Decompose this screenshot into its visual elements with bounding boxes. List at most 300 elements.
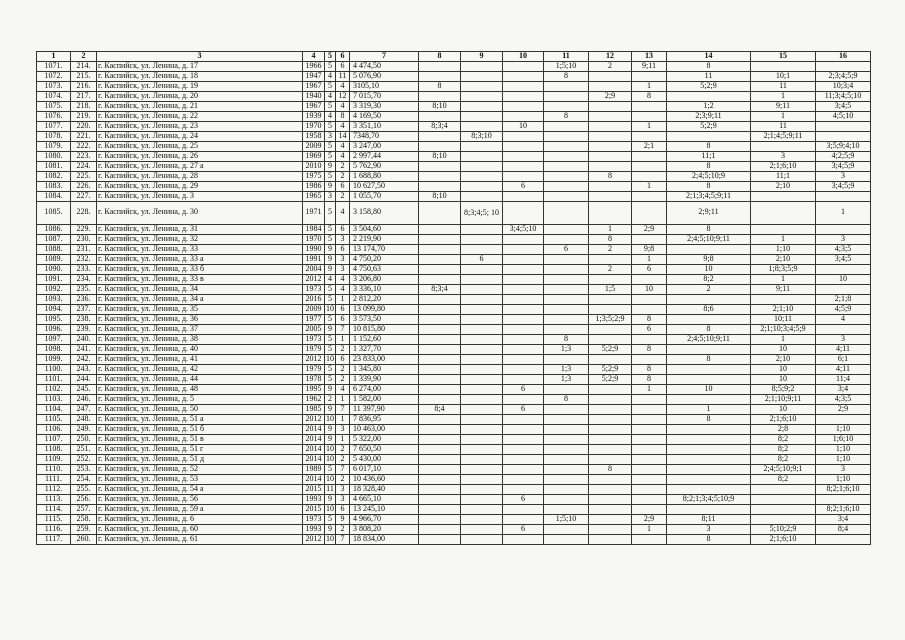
cell-col-4: 1984 xyxy=(303,224,325,234)
cell-col-15 xyxy=(751,494,816,504)
cell-col-6: 6 xyxy=(336,504,350,514)
cell-col-3: г. Каспийск, ул. Ленина, д. 5 xyxy=(97,394,303,404)
cell-col-14: 2;4;5;10;9;11 xyxy=(667,334,751,344)
cell-col-7: 5 322,00 xyxy=(350,434,419,444)
cell-col-6: 14 xyxy=(336,131,350,141)
cell-col-9 xyxy=(461,464,503,474)
cell-col-3: г. Каспийск, ул. Ленина, д. 40 xyxy=(97,344,303,354)
table-row xyxy=(37,141,871,151)
cell-col-11 xyxy=(544,354,589,364)
cell-col-11 xyxy=(544,121,589,131)
cell-col-5: 5 xyxy=(325,314,336,324)
cell-col-5: 10 xyxy=(326,454,334,463)
cell-col-2: 236. xyxy=(71,294,97,304)
cell-col-13: 1 xyxy=(632,384,667,394)
cell-col-2: 255. xyxy=(71,484,97,494)
cell-col-4: 1969 xyxy=(303,151,325,161)
cell-col-1: 1102. xyxy=(37,384,71,394)
cell-col-12 xyxy=(589,324,632,334)
cell-col-16: 1;10 xyxy=(816,454,871,464)
cell-col-3: г. Каспийск, ул. Ленина, д. 59 а xyxy=(97,504,303,514)
cell-col-1: 1079. xyxy=(37,141,71,151)
cell-col-2: 221. xyxy=(71,131,97,141)
cell-col-3: г. Каспийск, ул. Ленина, д. 34 xyxy=(97,284,303,294)
cell-col-3: г. Каспийск, ул. Ленина, д. 22 xyxy=(97,111,303,121)
cell-col-2: 259. xyxy=(71,524,97,534)
column-header: 11 xyxy=(544,52,589,62)
cell-col-6: 7 xyxy=(336,464,350,474)
cell-col-16: 1 xyxy=(816,201,871,224)
cell-col-5: 5 xyxy=(325,101,336,111)
table-row xyxy=(37,514,871,524)
cell-col-2: 248. xyxy=(71,414,97,424)
cell-col-2: 222. xyxy=(71,141,97,151)
cell-col-12 xyxy=(589,304,632,314)
cell-col-3: г. Каспийск, ул. Ленина, д. 50 xyxy=(97,404,303,414)
cell-col-14: 11;1 xyxy=(667,151,751,161)
table-row xyxy=(37,454,871,464)
cell-col-16: 4;5;9 xyxy=(816,304,871,314)
cell-col-4: 2014 xyxy=(303,454,325,464)
cell-col-14: 3 xyxy=(667,524,751,534)
cell-col-13 xyxy=(632,504,667,514)
cell-col-15 xyxy=(751,201,816,224)
cell-col-9 xyxy=(461,304,503,314)
cell-col-15: 5;10;2;9 xyxy=(751,524,816,534)
cell-col-11 xyxy=(544,274,589,284)
table-row xyxy=(37,274,871,284)
cell-col-7: 7 015,70 xyxy=(350,91,419,101)
cell-col-2: 243. xyxy=(71,364,97,374)
cell-col-14: 2;9;11 xyxy=(667,201,751,224)
cell-col-12: 1;5 xyxy=(589,284,632,294)
cell-col-6: 2 xyxy=(336,524,350,534)
cell-col-7: 1 582,00 xyxy=(350,394,419,404)
column-header: 8 xyxy=(419,52,461,62)
cell-col-8 xyxy=(419,484,461,494)
cell-col-2: 229. xyxy=(71,224,97,234)
cell-col-14 xyxy=(667,424,751,434)
cell-col-11 xyxy=(544,201,589,224)
cell-col-4: 2004 xyxy=(303,264,325,274)
cell-col-1: 1112. xyxy=(37,484,71,494)
cell-col-1: 1083. xyxy=(37,181,71,191)
cell-col-8: 8;10 xyxy=(419,101,461,111)
cell-col-5: 4 xyxy=(325,111,336,121)
cell-col-1: 1094. xyxy=(37,304,71,314)
cell-col-8 xyxy=(419,514,461,524)
cell-col-7: 3 573,50 xyxy=(350,314,419,324)
cell-col-16: 3;4;5 xyxy=(816,101,871,111)
cell-col-6: 2 xyxy=(336,344,350,354)
cell-col-3: г. Каспийск, ул. Ленина, д. 34 а xyxy=(97,294,303,304)
cell-col-5: 4 xyxy=(325,71,336,81)
cell-col-16: 3 xyxy=(816,334,871,344)
cell-col-13 xyxy=(632,464,667,474)
cell-col-7: 4 665,10 xyxy=(350,494,419,504)
cell-col-1: 1101. xyxy=(37,374,71,384)
cell-col-9 xyxy=(461,121,503,131)
cell-col-15: 10 xyxy=(751,404,816,414)
cell-col-12: 2 xyxy=(589,244,632,254)
table-row xyxy=(37,181,871,191)
cell-col-11 xyxy=(544,284,589,294)
cell-col-3: г. Каспийск, ул. Ленина, д. 28 xyxy=(97,171,303,181)
cell-col-15: 9;11 xyxy=(751,284,816,294)
cell-col-3: г. Каспийск, ул. Ленина, д. 30 xyxy=(97,201,303,224)
cell-col-13: 1 xyxy=(632,81,667,91)
cell-col-3: г. Каспийск, ул. Ленина, д. 23 xyxy=(97,121,303,131)
cell-col-15: 10;1 xyxy=(751,71,816,81)
cell-col-12 xyxy=(589,404,632,414)
cell-col-1: 1109. xyxy=(37,454,71,464)
cell-col-8 xyxy=(419,454,461,464)
cell-col-10 xyxy=(503,304,544,314)
cell-col-11 xyxy=(544,171,589,181)
cell-col-6: 6 xyxy=(336,224,350,234)
cell-col-16: 2;9 xyxy=(816,404,871,414)
cell-col-15: 8;2 xyxy=(751,454,816,464)
cell-col-6: 9 xyxy=(336,514,350,524)
cell-col-8 xyxy=(419,534,461,544)
cell-col-10 xyxy=(503,81,544,91)
cell-col-5: 3 xyxy=(325,131,336,141)
column-header: 5 xyxy=(325,52,336,62)
cell-col-13 xyxy=(632,131,667,141)
cell-col-8 xyxy=(419,344,461,354)
cell-col-8 xyxy=(419,234,461,244)
cell-col-11 xyxy=(544,484,589,494)
cell-col-4: 2014 xyxy=(303,444,325,454)
cell-col-10 xyxy=(503,151,544,161)
column-header: 6 xyxy=(336,52,350,62)
cell-col-4: 1989 xyxy=(303,464,325,474)
cell-col-11 xyxy=(544,131,589,141)
table-row xyxy=(37,224,871,234)
cell-col-6: 6 xyxy=(336,244,350,254)
cell-col-16: 4;3;5 xyxy=(816,394,871,404)
cell-col-1: 1107. xyxy=(37,434,71,444)
cell-col-12 xyxy=(589,394,632,404)
cell-col-12 xyxy=(589,201,632,224)
cell-col-6: 2 xyxy=(336,191,350,201)
table-row xyxy=(37,424,871,434)
cell-col-5: 5 xyxy=(325,61,336,71)
cell-col-8 xyxy=(419,524,461,534)
cell-col-16: 11;3;4;5;10 xyxy=(816,91,871,101)
cell-col-1: 1078. xyxy=(37,131,71,141)
cell-col-8 xyxy=(419,384,461,394)
cell-col-13 xyxy=(632,334,667,344)
cell-col-2: 228. xyxy=(71,201,97,224)
table-row xyxy=(37,71,871,81)
table-row xyxy=(37,101,871,111)
cell-col-11 xyxy=(544,464,589,474)
cell-col-5: 9 xyxy=(325,494,336,504)
cell-col-5: 3 xyxy=(325,191,336,201)
cell-col-8 xyxy=(419,394,461,404)
cell-col-4: 2015 xyxy=(303,504,325,514)
cell-col-4: 1985 xyxy=(303,404,325,414)
cell-col-13: 2;9 xyxy=(632,224,667,234)
cell-col-3: г. Каспийск, ул. Ленина, д. 54 а xyxy=(97,484,303,494)
cell-col-1: 1080. xyxy=(37,151,71,161)
cell-col-9 xyxy=(461,234,503,244)
cell-col-7: 3 158,80 xyxy=(350,201,419,224)
cell-col-2: 225. xyxy=(71,171,97,181)
table-row xyxy=(37,384,871,394)
cell-col-13 xyxy=(632,151,667,161)
cell-col-7: 4 474,50 xyxy=(350,61,419,71)
cell-col-8: 8;3;4 xyxy=(419,284,461,294)
cell-col-2: 226. xyxy=(71,181,97,191)
cell-col-2: 258. xyxy=(71,514,97,524)
cell-col-8 xyxy=(419,364,461,374)
cell-col-14: 2;1;3;4;5;9;11 xyxy=(667,191,751,201)
cell-col-2: 232. xyxy=(71,254,97,264)
cell-col-6: 2 xyxy=(336,444,350,454)
cell-col-14: 8 xyxy=(667,324,751,334)
cell-col-16: 8;4 xyxy=(816,524,871,534)
cell-col-12 xyxy=(589,504,632,514)
cell-col-4: 1979 xyxy=(303,364,325,374)
cell-col-12: 2 xyxy=(589,61,632,71)
cell-col-8 xyxy=(419,294,461,304)
cell-col-15: 2;1;6;10 xyxy=(751,534,816,544)
cell-col-7: 3 808,20 xyxy=(350,524,419,534)
cell-col-15: 2;10 xyxy=(751,354,816,364)
cell-col-7: 5 076,90 xyxy=(350,71,419,81)
table-row xyxy=(37,254,871,264)
cell-col-3: г. Каспийск, ул. Ленина, д. 32 xyxy=(97,234,303,244)
cell-col-11: 1;3 xyxy=(544,364,589,374)
cell-col-4: 1966 xyxy=(303,61,325,71)
cell-col-4: 2012 xyxy=(303,274,325,284)
cell-col-15: 1 xyxy=(751,274,816,284)
cell-col-5: 5 xyxy=(325,224,336,234)
cell-col-1: 1075. xyxy=(37,101,71,111)
cell-col-8 xyxy=(419,111,461,121)
cell-col-13 xyxy=(632,294,667,304)
cell-col-14: 5;2;9 xyxy=(667,121,751,131)
cell-col-3: г. Каспийск, ул. Ленина, д. 48 xyxy=(97,384,303,394)
cell-col-12 xyxy=(589,444,632,454)
cell-col-13 xyxy=(632,101,667,111)
cell-col-10 xyxy=(503,374,544,384)
cell-col-8 xyxy=(419,464,461,474)
cell-col-15: 1 xyxy=(751,234,816,244)
cell-col-12 xyxy=(589,414,632,424)
cell-col-14: 2;4;5;10;9;11 xyxy=(667,234,751,244)
cell-col-12 xyxy=(589,454,632,464)
cell-col-7: 3 319,30 xyxy=(350,101,419,111)
cell-col-8 xyxy=(419,224,461,234)
cell-col-2: 235. xyxy=(71,284,97,294)
cell-col-15: 2;8 xyxy=(751,424,816,434)
cell-col-10 xyxy=(503,464,544,474)
cell-col-11 xyxy=(544,304,589,314)
cell-col-15: 1 xyxy=(751,334,816,344)
cell-col-3: г. Каспийск, ул. Ленина, д. 51 в xyxy=(97,434,303,444)
cell-col-13: 1 xyxy=(632,254,667,264)
cell-col-4: 2014 xyxy=(303,474,325,484)
cell-col-14: 8 xyxy=(667,61,751,71)
cell-col-16 xyxy=(816,224,871,234)
cell-col-6: 6 xyxy=(336,354,350,364)
cell-col-16: 3;4 xyxy=(816,384,871,394)
cell-col-9 xyxy=(461,151,503,161)
cell-col-9 xyxy=(461,514,503,524)
cell-col-1: 1103. xyxy=(37,394,71,404)
cell-col-15 xyxy=(751,514,816,524)
cell-col-3: г. Каспийск, ул. Ленина, д. 44 xyxy=(97,374,303,384)
cell-col-9: 8;3;4;5; 10 xyxy=(461,201,503,224)
cell-col-11 xyxy=(544,404,589,414)
cell-col-13 xyxy=(632,191,667,201)
cell-col-6: 8 xyxy=(336,111,350,121)
cell-col-2: 230. xyxy=(71,234,97,244)
cell-col-15: 9;11 xyxy=(751,101,816,111)
cell-col-3: г. Каспийск, ул. Ленина, д. 33 в xyxy=(97,274,303,284)
cell-col-3: г. Каспийск, ул. Ленина, д. 17 xyxy=(97,61,303,71)
cell-col-11: 8 xyxy=(544,111,589,121)
column-header: 2 xyxy=(71,52,97,62)
cell-col-1: 1097. xyxy=(37,334,71,344)
cell-col-14 xyxy=(667,504,751,514)
cell-col-4: 2012 xyxy=(303,354,325,364)
cell-col-8 xyxy=(419,304,461,314)
cell-col-12: 5;2;9 xyxy=(589,364,632,374)
cell-col-4: 1958 xyxy=(303,131,325,141)
cell-col-12: 5;2;9 xyxy=(589,374,632,384)
cell-col-10 xyxy=(503,161,544,171)
cell-col-10 xyxy=(503,454,544,464)
cell-col-9 xyxy=(461,524,503,534)
cell-col-16: 4;11 xyxy=(816,364,871,374)
cell-col-1: 1099. xyxy=(37,354,71,364)
cell-col-12: 2 xyxy=(589,264,632,274)
cell-col-8 xyxy=(419,254,461,264)
cell-col-7: 1 055,70 xyxy=(350,191,419,201)
cell-col-12 xyxy=(589,151,632,161)
cell-col-2: 218. xyxy=(71,101,97,111)
cell-col-6: 7 xyxy=(336,534,350,544)
cell-col-11: 8 xyxy=(544,71,589,81)
cell-col-14 xyxy=(667,484,751,494)
table-row xyxy=(37,434,871,444)
cell-col-4: 2009 xyxy=(303,141,325,151)
cell-col-16: 3 xyxy=(816,464,871,474)
cell-col-7: 10 436,60 xyxy=(350,474,419,484)
cell-col-10 xyxy=(503,484,544,494)
cell-col-6: 4 xyxy=(336,284,350,294)
cell-col-11: 1;5;10 xyxy=(544,61,589,71)
cell-col-4: 1978 xyxy=(303,374,325,384)
cell-col-11: 1;3 xyxy=(544,344,589,354)
cell-col-16: 4;5;10 xyxy=(816,111,871,121)
cell-col-1: 1096. xyxy=(37,324,71,334)
cell-col-1: 1087. xyxy=(37,234,71,244)
column-header: 4 xyxy=(303,52,325,62)
column-header: 15 xyxy=(751,52,816,62)
cell-col-7: 2 219,90 xyxy=(350,234,419,244)
cell-col-8 xyxy=(419,494,461,504)
cell-col-6: 2 xyxy=(336,474,350,484)
cell-col-5: 10 xyxy=(326,474,334,483)
cell-col-10 xyxy=(503,324,544,334)
cell-col-15: 3 xyxy=(751,151,816,161)
cell-col-6: 2 xyxy=(336,161,350,171)
cell-col-10 xyxy=(503,394,544,404)
table-row xyxy=(37,81,871,91)
column-header: 7 xyxy=(350,52,419,62)
table-row xyxy=(37,131,871,141)
cell-col-1: 1111. xyxy=(37,474,71,484)
cell-col-13 xyxy=(632,234,667,244)
cell-col-11 xyxy=(544,444,589,454)
cell-col-7: 4 966,70 xyxy=(350,514,419,524)
cell-col-2: 231. xyxy=(71,244,97,254)
cell-col-12 xyxy=(589,81,632,91)
cell-col-9 xyxy=(461,181,503,191)
cell-col-11: 8 xyxy=(544,334,589,344)
cell-col-8 xyxy=(419,324,461,334)
cell-col-15: 2;10 xyxy=(751,181,816,191)
cell-col-7: 3 351,10 xyxy=(350,121,419,131)
cell-col-10: 6 xyxy=(503,181,544,191)
cell-col-5: 5 xyxy=(325,364,336,374)
cell-col-6: 6 xyxy=(336,304,350,314)
cell-col-4: 2012 xyxy=(303,414,325,424)
cell-col-5: 9 xyxy=(325,244,336,254)
cell-col-12 xyxy=(589,494,632,504)
cell-col-9 xyxy=(461,324,503,334)
cell-col-8 xyxy=(419,171,461,181)
cell-col-7: 4 750,63 xyxy=(350,264,419,274)
cell-col-4: 1990 xyxy=(303,244,325,254)
cell-col-1: 1115. xyxy=(37,514,71,524)
cell-col-9 xyxy=(461,61,503,71)
cell-col-1: 1077. xyxy=(37,121,71,131)
cell-col-9 xyxy=(461,111,503,121)
cell-col-9 xyxy=(461,364,503,374)
cell-col-4: 1970 xyxy=(303,234,325,244)
cell-col-13: 6 xyxy=(632,324,667,334)
cell-col-15: 1 xyxy=(751,91,816,101)
cell-col-10: 6 xyxy=(503,404,544,414)
cell-col-2: 233. xyxy=(71,264,97,274)
cell-col-5: 9 xyxy=(325,384,336,394)
table-row xyxy=(37,534,871,544)
cell-col-10 xyxy=(503,474,544,484)
cell-col-8 xyxy=(419,61,461,71)
cell-col-7: 1 339,90 xyxy=(350,374,419,384)
table-row xyxy=(37,444,871,454)
cell-col-13: 2;9 xyxy=(632,514,667,524)
table-row xyxy=(37,414,871,424)
cell-col-9 xyxy=(461,71,503,81)
cell-col-12: 8 xyxy=(589,464,632,474)
cell-col-11 xyxy=(544,254,589,264)
cell-col-5: 5 xyxy=(325,121,336,131)
cell-col-2: 249. xyxy=(71,424,97,434)
cell-col-13 xyxy=(632,474,667,484)
cell-col-9 xyxy=(461,244,503,254)
cell-col-6: 1 xyxy=(336,334,350,344)
cell-col-8 xyxy=(419,444,461,454)
cell-col-8 xyxy=(419,181,461,191)
column-header: 12 xyxy=(589,52,632,62)
